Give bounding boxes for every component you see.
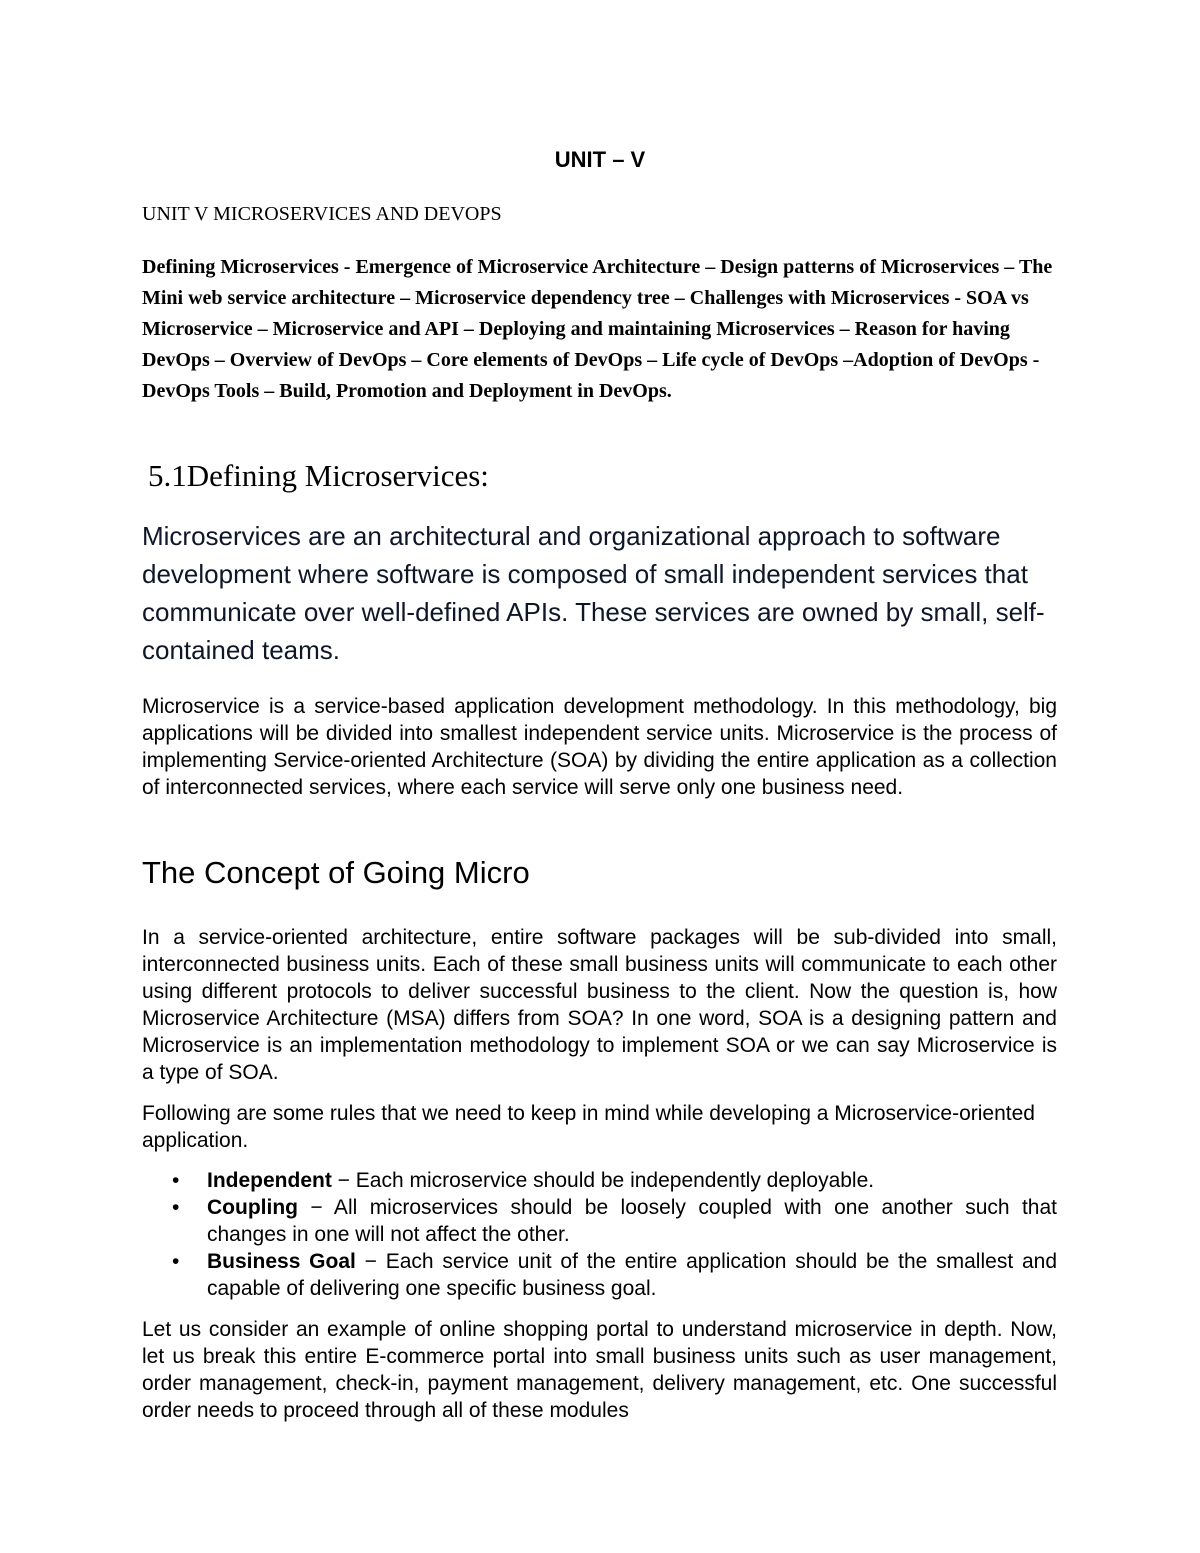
rule-term: Business Goal bbox=[207, 1250, 356, 1273]
rule-text: − All microservices should be loosely coupled with one another such that changes in one will not affect the other. bbox=[207, 1196, 1057, 1246]
section-title: 5.1Defining Microservices: bbox=[148, 458, 489, 493]
rule-term: Independent bbox=[207, 1169, 332, 1192]
concept-heading: The Concept of Going Micro bbox=[142, 855, 530, 890]
example-paragraph: Let us consider an example of online shopping portal to understand microservice in depth. Now, let us break this entire E-commerce portal into small business units such as user management, order management, check-in, payment management, delivery management, etc. One successful order needs to proceed through all of these modules bbox=[142, 1318, 1057, 1422]
bullet-icon: • bbox=[172, 1169, 180, 1192]
rule-text: − Each microservice should be independently deployable. bbox=[331, 1169, 875, 1192]
list-item bbox=[142, 1248, 1057, 1302]
microservice-paragraph: Microservice is a service-based application development methodology. In this methodology, big applications will be divided into smallest independent service units. Microservice is the process of implementing Service-oriented Architecture (SOA) by dividing the entire application as a collection of interconnected services, where each service will serve only one business need. bbox=[142, 695, 1057, 799]
rules-list bbox=[142, 1167, 1057, 1302]
bullet-icon: • bbox=[172, 1250, 180, 1273]
syllabus-topics: Defining Microservices - Emergence of Microservice Architecture – Design patterns of Microservices – The Mini web service architecture – Microservice dependency tree – Challenges with Microservices - SOA vs Microservice – Microservice and API – Deploying and maintaining Microservices – Reason for having DevOps – Overview of DevOps – Core elements of DevOps – Life cycle of DevOps –Adoption of DevOps - DevOps Tools – Build, Promotion and Deployment in DevOps. bbox=[142, 256, 1053, 402]
soa-paragraph: In a service-oriented architecture, entire software packages will be sub-divided into small, interconnected business units. Each of these small business units will communicate to each other using different protocols to deliver successful business to the client. Now the question is, how Microservice Architecture (MSA) differs from SOA? In one word, SOA is a designing pattern and Microservice is an implementation methodology to implement SOA or we can say Microservice is a type of SOA. bbox=[142, 926, 1057, 1084]
rule-term: Coupling bbox=[207, 1196, 298, 1219]
syllabus-title: UNIT V MICROSERVICES AND DEVOPS bbox=[142, 203, 502, 225]
unit-heading: UNIT – V bbox=[554, 147, 646, 172]
rules-intro-paragraph: Following are some rules that we need to keep in mind while developing a Microservice-oriented application. bbox=[142, 1102, 1035, 1152]
list-item bbox=[142, 1194, 1057, 1248]
list-item bbox=[142, 1167, 1057, 1194]
intro-paragraph: Microservices are an architectural and organizational approach to software development where software is composed of small independent services that communicate over well-defined APIs. These services are owned by small, self-contained teams. bbox=[142, 521, 1045, 665]
bullet-icon: • bbox=[172, 1196, 180, 1219]
rule-text: − Each service unit of the entire application should be the smallest and capable of delivering one specific business goal. bbox=[207, 1250, 1057, 1300]
